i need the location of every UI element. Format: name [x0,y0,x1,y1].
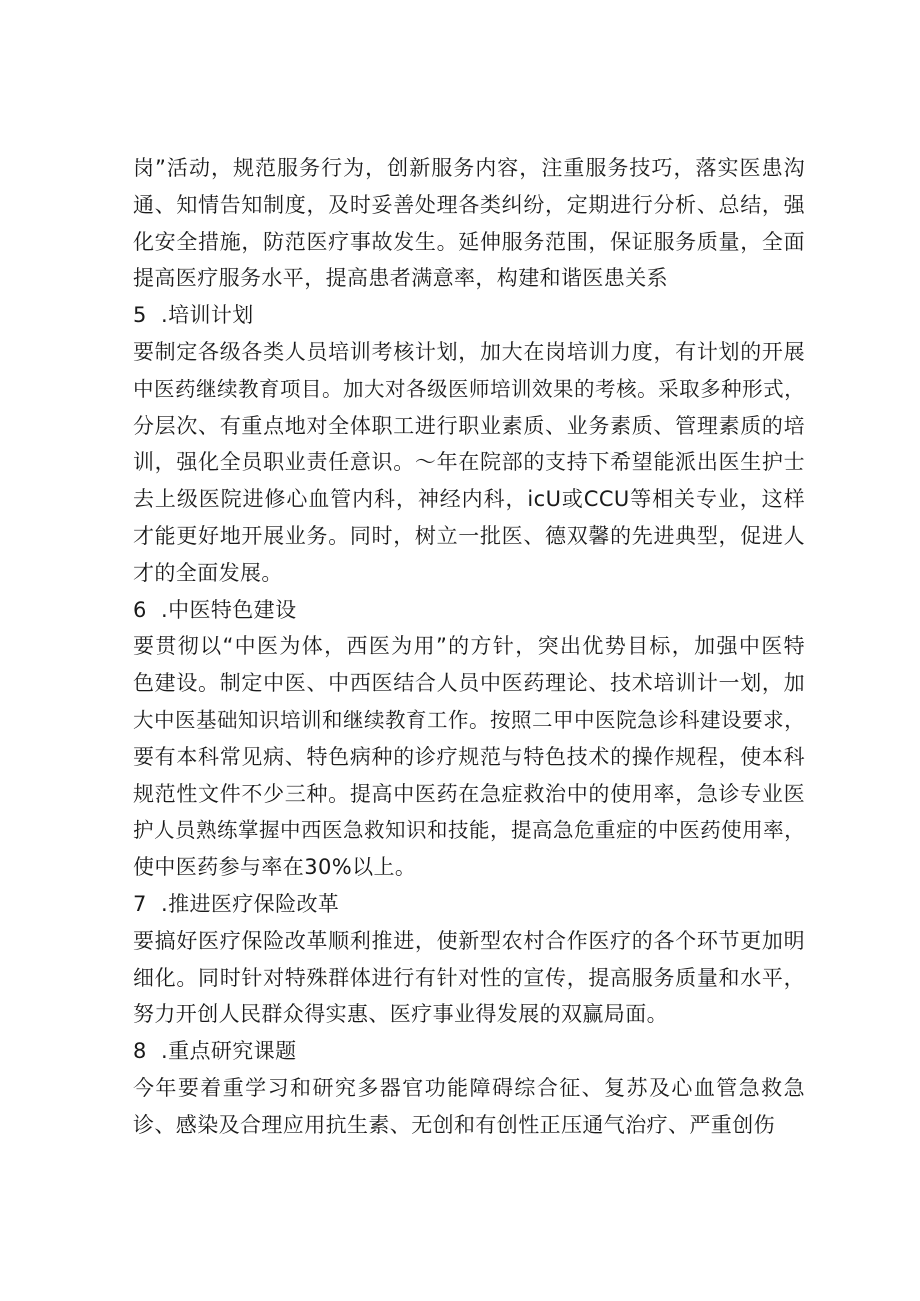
text-line: 要制定各级各类人员培训考核计划，加大在岗培训力度，有计划的开展 [133,339,805,364]
heading-number: 6 [133,597,147,622]
text-line: 要贯彻以“中医为体，西医为用”的方针，突出优势目标，加强中医特 [133,634,805,659]
heading-title: .推进医疗保险改革 [161,891,340,916]
text-line: 通、知情告知制度，及时妥善处理各类纠纷，定期进行分析、总结，强 [133,192,805,217]
text-line: 细化。同时针对特殊群体进行有针对性的宣传，提高服务质量和水平， [133,965,805,990]
text-line: 才能更好地开展业务。同时，树立一批医、德双馨的先进典型，促进人 [133,523,805,548]
text-line: 才的全面发展。 [133,560,283,585]
text-line: 护人员熟练掌握中西医急救知识和技能，提高急危重症的中医药使用率， [133,818,805,843]
text-line: 提高医疗服务水平，提高患者满意率，构建和谐医患关系 [133,266,668,291]
text-line: 分层次、有重点地对全体职工进行职业素质、业务素质、管理素质的培 [133,413,805,438]
heading-title: .培训计划 [161,303,254,328]
heading-key-research [133,1033,805,1070]
text-line: 努力开创人民群众得实惠、医疗事业得发展的双赢局面。 [133,1002,668,1027]
paragraph-tcm-features [133,628,805,886]
text-line: 要有本科常见病、特色病种的诊疗规范与特色技术的操作规程，使本科 [133,744,805,769]
heading-title: .中医特色建设 [161,597,297,622]
text-line: 大中医基础知识培训和继续教育工作。按照二甲中医院急诊科建设要求， [133,707,805,732]
text-line: 诊、感染及合理应用抗生素、无创和有创性正压通气治疗、严重创伤 [133,1112,775,1137]
text-line: 色建设。制定中医、中西医结合人员中医药理论、技术培训计一划，加 [133,671,805,696]
text-line: 规范性文件不少三种。提高中医药在急症救治中的使用率，急诊专业医 [133,781,805,806]
text-line: 训，强化全员职业责任意识。～年在院部的支持下希望能派出医生护士 [133,450,805,475]
heading-number: 5 [133,303,147,328]
text-line: 岗”活动，规范服务行为，创新服务内容，注重服务技巧，落实医患沟 [133,156,805,180]
paragraph-insurance-reform [133,923,805,1033]
document-body [133,150,805,1144]
text-line: 化安全措施，防范医疗事故发生。延伸服务范围，保证服务质量，全面 [133,229,805,254]
heading-title: .重点研究课题 [161,1039,297,1064]
heading-number: 7 [133,891,147,916]
paragraph-service [133,150,805,297]
text-line: 今年要着重学习和研究多器官功能障碍综合征、复苏及心血管急救急 [133,1075,805,1100]
paragraph-training-plan [133,334,805,592]
heading-insurance-reform [133,886,805,923]
text-line: 中医药继续教育项目。加大对各级医师培训效果的考核。采取多种形式， [133,376,805,401]
text-line: 去上级医院进修心血管内科，神经内科，icU或CCU等相关专业，这样 [133,487,805,512]
heading-tcm-features [133,592,805,629]
text-line: 要搞好医疗保险改革顺利推进，使新型农村合作医疗的各个环节更加明 [133,928,805,953]
paragraph-key-research [133,1070,805,1144]
text-line: 使中医药参与率在30%以上。 [133,855,417,880]
heading-number: 8 [133,1039,147,1064]
heading-training-plan [133,297,805,334]
